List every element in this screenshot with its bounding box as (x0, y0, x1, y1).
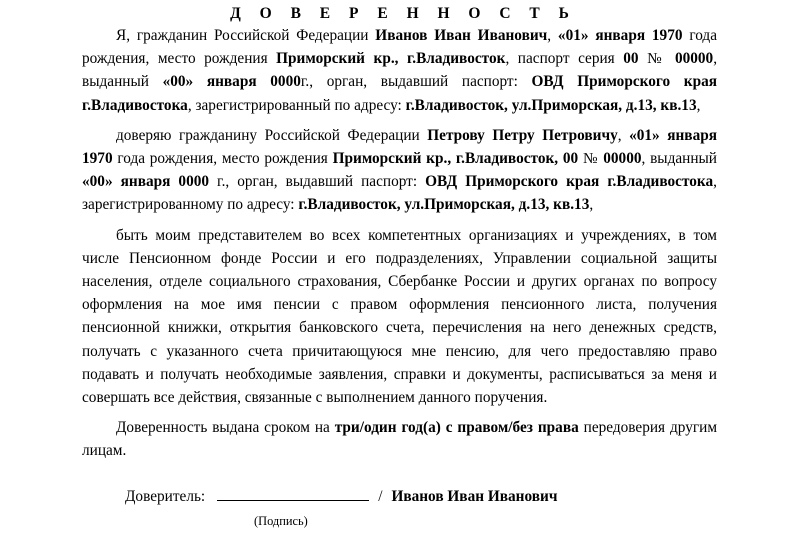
signature-line[interactable] (217, 487, 369, 501)
attorney-full-name: Петрову Петру Петровичу (427, 126, 618, 144)
principal-text-6: , выданный (82, 50, 718, 91)
spacer-after-powers (82, 409, 717, 416)
paragraph-principal (82, 24, 717, 117)
spacer-before-signature (82, 463, 717, 486)
attorney-address: г.Владивосток, ул.Приморская, д.13, кв.13 (298, 196, 590, 214)
attorney-passport-number: 00000 (603, 150, 642, 168)
principal-passport-number: 00000 (674, 50, 714, 68)
attorney-text-6: г., орган, выдавший паспорт: (209, 173, 426, 191)
attorney-birth-place: Приморский кр., г.Владивосток, 00 (332, 150, 579, 168)
term-text-2: передоверия другим лицам. (82, 419, 717, 460)
principal-text-5: № (638, 50, 675, 68)
principal-full-name: Иванов Иван Иванович (375, 27, 548, 44)
principal-passport-issuer: ОВД Приморского края г.Владивостока (82, 73, 718, 114)
paragraph-powers: быть моим представителем во всех компетентных организациях и учреждениях, в том числе Пенсионном фонде России и его подразделениях, Управлении социальной защиты населения, отделе социального страхования, Сбербанке России и других органах по вопросу оформления на мое имя пенсии с правом оформления пенсионного листа, получения пенсионной книжки, открытия банковского счета, перечисления на него денежных средств, получать с указанного счета причитающуюся мне пенсию, для чего предоставляю право подавать и получать необходимые заявления, справки и документы, расписываться за меня и совершать все действия, связанные с выполнением данного поручения. (82, 226, 717, 407)
principal-address: г.Владивосток, ул.Приморская, д.13, кв.13 (405, 96, 697, 114)
paragraph-attorney (82, 124, 717, 217)
principal-text-8: , зарегистрированный по адресу: (187, 96, 406, 114)
principal-text-2: , (547, 27, 558, 44)
attorney-birth-date: «01» января 1970 (82, 126, 717, 168)
term-text-1: Доверенность выдана сроком на (116, 419, 335, 437)
paragraph-term (82, 416, 717, 462)
attorney-text-7: , зарегистрированному по адресу: (82, 173, 717, 214)
signature-separator: / (378, 487, 383, 505)
principal-birth-date: «01» января 1970 (557, 27, 683, 44)
attorney-text-5: , выданный (641, 150, 717, 168)
attorney-text-8: , (589, 196, 594, 214)
principal-passport-series: 00 (623, 50, 639, 68)
attorney-text-1: доверяю гражданину Российской Федерации (116, 126, 428, 144)
principal-text-1: Я, гражданин Российской Федерации (116, 27, 376, 44)
principal-text-9: , (696, 96, 701, 114)
principal-birth-place: Приморский кр., г.Владивосток (276, 50, 506, 68)
attorney-passport-issue-date: «00» января 0000 (82, 173, 210, 191)
spacer-after-principal (82, 117, 717, 124)
spacer-after-attorney (82, 217, 717, 224)
signature-row (82, 486, 717, 508)
signatory-name: Иванов Иван Иванович (391, 487, 558, 505)
page-title: Д О В Е Р Е Н Н О С Т Ь (230, 5, 577, 22)
principal-passport-issue-date: «00» января 0000 (162, 73, 301, 91)
signature-caption: (Подпись) (254, 513, 308, 528)
attorney-passport-issuer: ОВД Приморского края г.Владивостока (425, 173, 714, 191)
principal-text-7: г., орган, выдавший паспорт: (300, 73, 532, 91)
attorney-text-2: , (617, 126, 630, 144)
principal-text-4: , паспорт серия (505, 50, 624, 68)
attorney-text-3: года рождения, место рождения (112, 150, 333, 168)
principal-text-3: года рождения, место рождения (82, 27, 717, 68)
attorney-text-4: № (578, 150, 604, 168)
signature-label: Доверитель: (125, 487, 206, 505)
term-duration: три/один год(а) с правом/без права (334, 419, 579, 437)
